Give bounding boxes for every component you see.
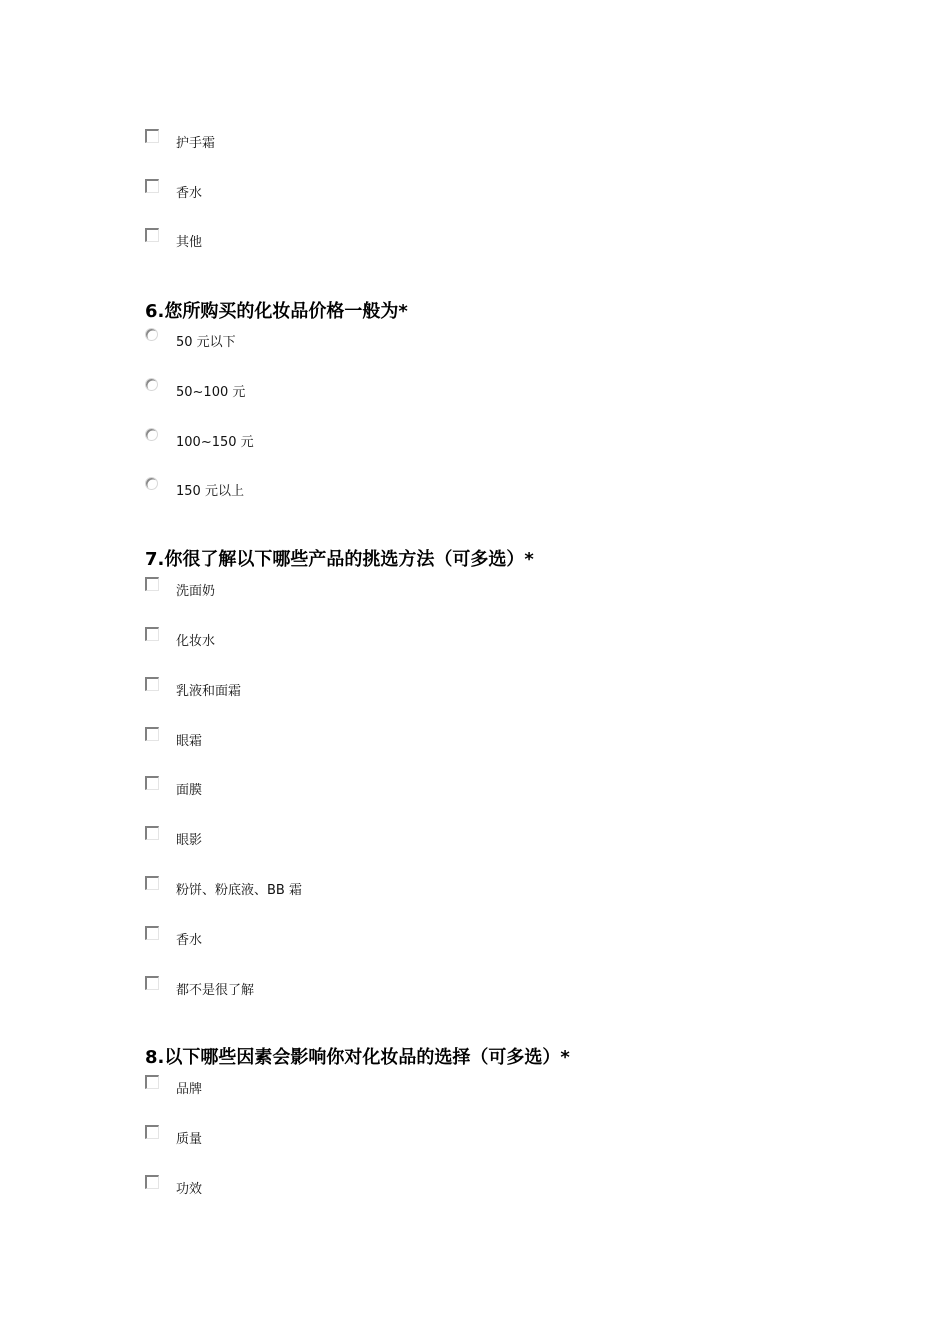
q5-option-perfume[interactable] xyxy=(145,179,745,205)
q7-option-1[interactable] xyxy=(145,577,745,603)
q7-option-9[interactable] xyxy=(145,976,745,1002)
q8-option-2[interactable] xyxy=(145,1125,745,1151)
option-label: 品牌 xyxy=(176,1082,203,1097)
option-label: 乳液和面霜 xyxy=(176,684,242,699)
q7-option-4[interactable] xyxy=(145,727,745,753)
q6-option-3[interactable] xyxy=(145,428,745,454)
option-label: 眼影 xyxy=(176,833,203,848)
option-label: 洗面奶 xyxy=(176,584,216,599)
radio-button[interactable] xyxy=(145,378,158,391)
q6-option-4[interactable] xyxy=(145,477,745,503)
checkbox[interactable] xyxy=(145,129,159,143)
q7-option-7[interactable] xyxy=(145,876,745,902)
option-label: 化妆水 xyxy=(176,634,216,649)
q5-option-hand-cream[interactable] xyxy=(145,129,745,155)
checkbox[interactable] xyxy=(145,228,159,242)
option-label: 质量 xyxy=(176,1132,203,1147)
checkbox[interactable] xyxy=(145,179,159,193)
checkbox[interactable] xyxy=(145,1175,159,1189)
q7-option-5[interactable] xyxy=(145,776,745,802)
checkbox[interactable] xyxy=(145,776,159,790)
q7-option-3[interactable] xyxy=(145,677,745,703)
q8-option-3[interactable] xyxy=(145,1175,745,1201)
q6-option-1[interactable] xyxy=(145,328,745,354)
checkbox[interactable] xyxy=(145,876,159,890)
question-6-title: 6.您所购买的化妆品价格一般为* xyxy=(145,301,408,322)
option-label: 50 元以下 xyxy=(176,335,236,350)
checkbox[interactable] xyxy=(145,1125,159,1139)
checkbox[interactable] xyxy=(145,577,159,591)
q7-option-8[interactable] xyxy=(145,926,745,952)
option-label: 100~150 元 xyxy=(176,435,254,450)
q7-option-2[interactable] xyxy=(145,627,745,653)
checkbox[interactable] xyxy=(145,677,159,691)
checkbox[interactable] xyxy=(145,627,159,641)
option-label: 香水 xyxy=(176,933,203,948)
option-label: 其他 xyxy=(176,235,203,250)
radio-button[interactable] xyxy=(145,428,158,441)
q7-option-6[interactable] xyxy=(145,826,745,852)
option-label: 都不是很了解 xyxy=(176,983,255,998)
option-label: 香水 xyxy=(176,186,203,201)
question-7-title: 7.你很了解以下哪些产品的挑选方法（可多选）* xyxy=(145,549,534,570)
q6-option-2[interactable] xyxy=(145,378,745,404)
radio-button[interactable] xyxy=(145,477,158,490)
option-label: 眼霜 xyxy=(176,734,203,749)
checkbox[interactable] xyxy=(145,826,159,840)
checkbox[interactable] xyxy=(145,926,159,940)
option-label: 面膜 xyxy=(176,783,203,798)
option-label: 150 元以上 xyxy=(176,484,244,499)
checkbox[interactable] xyxy=(145,727,159,741)
option-label: 护手霜 xyxy=(176,136,216,151)
option-label: 粉饼、粉底液、BB 霜 xyxy=(176,883,302,898)
checkbox[interactable] xyxy=(145,976,159,990)
option-label: 50~100 元 xyxy=(176,385,246,400)
q8-option-1[interactable] xyxy=(145,1075,745,1101)
checkbox[interactable] xyxy=(145,1075,159,1089)
question-8-title: 8.以下哪些因素会影响你对化妆品的选择（可多选）* xyxy=(145,1047,570,1068)
option-label: 功效 xyxy=(176,1182,203,1197)
radio-button[interactable] xyxy=(145,328,158,341)
q5-option-other[interactable] xyxy=(145,228,745,254)
